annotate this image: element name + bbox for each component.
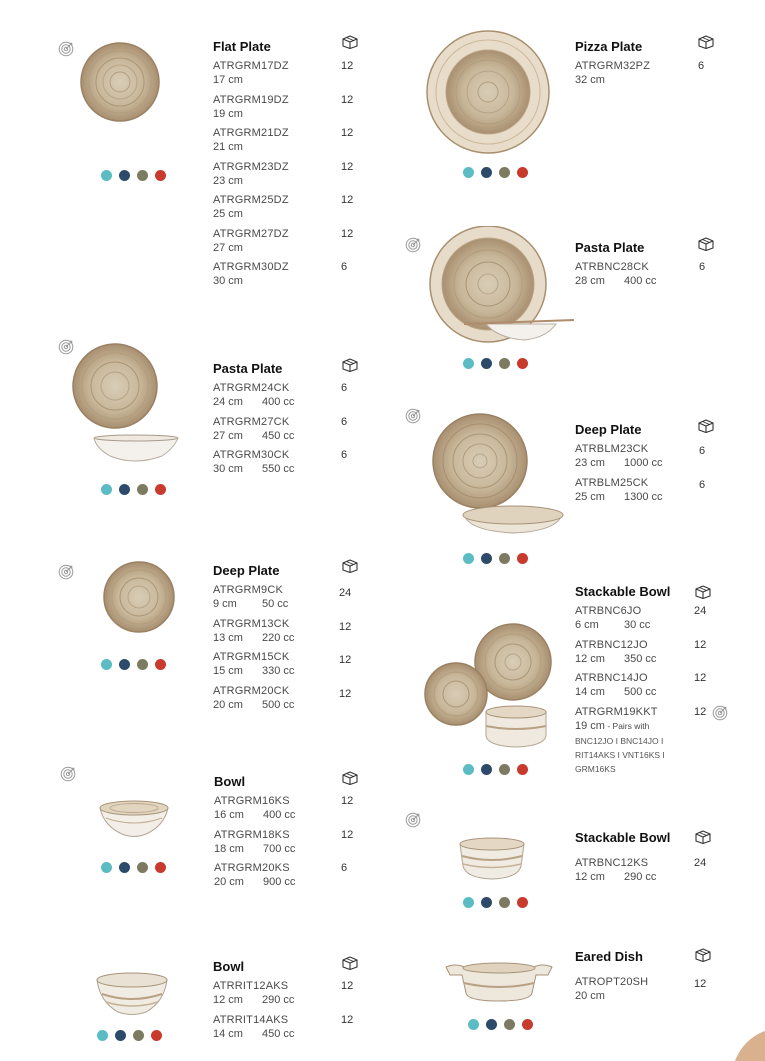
carton-box-icon: [697, 237, 715, 251]
swatch-navy: [119, 659, 130, 670]
corner-decoration: [720, 1020, 765, 1061]
swatch-olive: [137, 484, 148, 495]
box-quantity: 12: [341, 60, 354, 72]
product-code: ATRGRM32PZ: [575, 60, 651, 72]
carton-box-icon: [697, 419, 715, 433]
box-quantity: 24: [694, 605, 707, 617]
product-code: ATRGRM20CK: [213, 684, 290, 697]
color-swatches: [468, 1019, 533, 1030]
product-size: 23 cm: [213, 174, 243, 187]
product-code: ATRGRM24CK: [213, 382, 290, 394]
product-size: 27 cm: [213, 241, 243, 254]
product-size: 14 cm: [213, 1027, 243, 1040]
swatch-olive: [137, 659, 148, 670]
box-quantity: 12: [339, 687, 352, 700]
box-quantity: 24: [694, 857, 707, 869]
product-code: ATRBNC6JO: [575, 605, 642, 617]
product-size: 6 cm: [575, 619, 599, 631]
swatch-olive: [137, 170, 148, 181]
swatch-turquoise: [101, 862, 112, 873]
product-code: ATRGRM30DZ: [213, 261, 289, 273]
spiral-target-icon: [405, 812, 421, 828]
product-size: 28 cm: [575, 275, 605, 287]
product-size: 18 cm: [214, 842, 244, 855]
product-size: 20 cm: [575, 990, 605, 1002]
box-quantity: 6: [699, 445, 706, 457]
product-size: 23 cm: [575, 457, 605, 469]
deep-plate-image: [103, 561, 175, 633]
product-size: 30 cm: [213, 275, 243, 287]
swatch-olive: [499, 764, 510, 775]
swatch-turquoise: [468, 1019, 479, 1030]
box-quantity: 12: [341, 828, 354, 841]
swatch-turquoise: [97, 1030, 108, 1041]
box-quantity: 12: [694, 672, 707, 684]
carton-box-icon: [341, 771, 359, 785]
product-code: ATRGRM27DZ: [213, 227, 289, 240]
spiral-target-icon: [405, 237, 421, 253]
product-code: ATRBNC12JO: [575, 638, 648, 651]
product-size: 13 cm: [213, 631, 243, 644]
swatch-red: [517, 167, 528, 178]
swatch-navy: [481, 553, 492, 564]
product-code: ATRGRM16KS: [214, 795, 290, 807]
product-capacity: 50 cc: [262, 598, 289, 610]
product-size: 21 cm: [213, 141, 243, 153]
product-capacity: 290 cc: [624, 871, 657, 883]
spiral-target-icon: [405, 408, 421, 424]
box-quantity: 6: [341, 449, 348, 461]
swatch-turquoise: [463, 167, 474, 178]
box-quantity: 12: [339, 654, 352, 666]
product-code: ATRGRM19KKT: [575, 705, 658, 718]
carton-box-icon: [697, 35, 715, 49]
product-code: ATRRIT14AKS: [213, 1013, 289, 1026]
product-capacity: 400 cc: [262, 396, 295, 408]
product-capacity: 350 cc: [624, 652, 657, 665]
box-quantity: 6: [341, 415, 348, 428]
pasta-plate-image: [70, 340, 185, 465]
product-code: ATROPT20SH: [575, 976, 649, 988]
box-quantity: 12: [339, 620, 352, 633]
product-title: Pasta Plate: [575, 240, 645, 255]
product-capacity: 400 cc: [263, 809, 296, 821]
bowl-image: [98, 800, 170, 842]
swatch-navy: [481, 764, 492, 775]
product-title: Stackable Bowl: [575, 830, 671, 845]
swatch-navy: [115, 1030, 126, 1041]
product-capacity: 330 cc: [262, 665, 295, 677]
box-quantity: 12: [694, 638, 707, 651]
product-code: ATRGRM23DZ: [213, 160, 289, 173]
swatch-navy: [481, 167, 492, 178]
product-size: 12 cm: [213, 994, 243, 1006]
spiral-target-icon: [58, 564, 74, 580]
swatch-navy: [481, 358, 492, 369]
box-quantity: 12: [341, 227, 354, 240]
product-size: 27 cm: [213, 429, 243, 442]
pizza-plate-image: [426, 30, 550, 154]
product-size: 14 cm: [575, 686, 605, 698]
carton-box-icon: [341, 358, 359, 372]
swatch-red: [155, 862, 166, 873]
product-size: 15 cm: [213, 665, 243, 677]
product-code: ATRGRM21DZ: [213, 127, 289, 139]
product-size: 25 cm: [575, 490, 605, 503]
swatch-olive: [499, 358, 510, 369]
product-size-value: 19 cm: [575, 719, 605, 732]
product-code: ATRBNC12KS: [575, 857, 649, 869]
box-quantity: 12: [694, 978, 707, 990]
product-code: ATRGRM30CK: [213, 449, 290, 461]
box-quantity: 12: [341, 1013, 354, 1026]
swatch-turquoise: [101, 659, 112, 670]
swatch-navy: [481, 897, 492, 908]
product-code: ATRBLM23CK: [575, 443, 649, 455]
product-capacity: 700 cc: [263, 842, 296, 855]
box-quantity: 12: [341, 93, 354, 106]
color-swatches: [97, 1030, 162, 1041]
swatch-turquoise: [101, 484, 112, 495]
swatch-turquoise: [463, 897, 474, 908]
box-quantity: 12: [341, 795, 354, 807]
product-size: 16 cm: [214, 809, 244, 821]
carton-box-icon: [694, 830, 712, 844]
product-size: 32 cm: [575, 74, 605, 86]
carton-box-icon: [694, 585, 712, 599]
deep-plate-wide-image: [430, 413, 570, 537]
color-swatches: [463, 897, 528, 908]
product-size: 12 cm: [575, 871, 605, 883]
color-swatches: [463, 553, 528, 564]
box-quantity: 6: [699, 261, 706, 273]
swatch-olive: [499, 897, 510, 908]
product-capacity: 450 cc: [262, 429, 295, 442]
product-title: Bowl: [213, 959, 245, 974]
swatch-turquoise: [463, 553, 474, 564]
carton-box-icon: [694, 948, 712, 962]
swatch-olive: [137, 862, 148, 873]
stackable-bowl-small-image: [458, 836, 526, 882]
swatch-red: [151, 1030, 162, 1041]
product-title: Pasta Plate: [213, 361, 283, 376]
swatch-turquoise: [463, 764, 474, 775]
swatch-red: [517, 897, 528, 908]
product-size: 9 cm: [213, 598, 237, 610]
color-swatches: [101, 484, 166, 495]
box-quantity: 12: [341, 160, 354, 173]
swatch-red: [517, 764, 528, 775]
product-code: ATRBLM25CK: [575, 476, 649, 489]
box-quantity: 6: [341, 261, 348, 273]
spiral-target-icon: [60, 766, 76, 782]
swatch-olive: [504, 1019, 515, 1030]
color-swatches: [101, 170, 166, 181]
box-quantity: 6: [698, 60, 705, 72]
product-capacity: 450 cc: [262, 1027, 295, 1040]
swatch-olive: [499, 167, 510, 178]
swatch-olive: [133, 1030, 144, 1041]
product-capacity: 500 cc: [624, 686, 657, 698]
swatch-navy: [119, 484, 130, 495]
box-quantity: 6: [341, 862, 348, 874]
product-size: 24 cm: [213, 396, 243, 408]
product-code: ATRBNC14JO: [575, 672, 648, 684]
color-swatches: [101, 659, 166, 670]
color-swatches: [463, 358, 528, 369]
box-quantity: 24: [339, 587, 352, 599]
swatch-red: [155, 170, 166, 181]
product-code: ATRRIT12AKS: [213, 980, 289, 992]
box-quantity: 12: [694, 705, 707, 718]
box-quantity: 12: [341, 980, 354, 992]
product-code: ATRGRM15CK: [213, 651, 290, 663]
swatch-red: [155, 484, 166, 495]
product-code: ATRGRM25DZ: [213, 194, 289, 206]
box-quantity: 12: [341, 127, 354, 139]
product-capacity: 1000 cc: [624, 457, 663, 469]
flat-plate-image: [80, 42, 160, 122]
carton-box-icon: [341, 559, 359, 573]
product-code: ATRBNC28CK: [575, 261, 649, 273]
spiral-target-icon: [712, 705, 728, 721]
carton-box-icon: [341, 956, 359, 970]
product-size: 30 cm: [213, 463, 243, 475]
product-size: 25 cm: [213, 208, 243, 220]
product-title: Deep Plate: [213, 563, 280, 578]
product-code: ATRGRM9CK: [213, 584, 284, 596]
product-title: Deep Plate: [575, 422, 642, 437]
product-title: Flat Plate: [213, 39, 271, 54]
product-code: ATRGRM20KS: [214, 862, 290, 874]
product-title: Stackable Bowl: [575, 584, 671, 599]
box-quantity: 6: [341, 382, 348, 394]
stackable-bowl-image: [424, 620, 554, 752]
carton-box-icon: [341, 35, 359, 49]
swatch-olive: [499, 553, 510, 564]
swatch-red: [522, 1019, 533, 1030]
swatch-red: [517, 553, 528, 564]
product-size: 19 cm: [213, 107, 243, 120]
box-quantity: 6: [699, 478, 706, 491]
product-title: Eared Dish: [575, 949, 643, 964]
swatch-navy: [119, 862, 130, 873]
swatch-red: [517, 358, 528, 369]
product-size: 12 cm: [575, 652, 605, 665]
product-title: Bowl: [214, 774, 246, 789]
pairs-with-label: - Pairs with: [604, 720, 650, 731]
swatch-red: [155, 659, 166, 670]
product-capacity: 900 cc: [263, 876, 296, 888]
pairs-with-note: BNC12JO I BNC14JO I RIT14AKS I VNT16KS I GRM16KS: [575, 735, 665, 774]
product-code: ATRGRM13CK: [213, 617, 290, 630]
product-capacity: 290 cc: [262, 994, 295, 1006]
product-size: 20 cm: [213, 698, 243, 711]
product-capacity: 220 cc: [262, 631, 295, 644]
swatch-turquoise: [101, 170, 112, 181]
product-code: ATRGRM19DZ: [213, 93, 289, 106]
swatch-turquoise: [463, 358, 474, 369]
swatch-navy: [119, 170, 130, 181]
pasta-plate-wide-image: [428, 226, 578, 346]
color-swatches: [463, 764, 528, 775]
product-capacity: 550 cc: [262, 463, 295, 475]
spiral-target-icon: [58, 41, 74, 57]
color-swatches: [101, 862, 166, 873]
swatch-navy: [486, 1019, 497, 1030]
product-size: 20 cm: [214, 876, 244, 888]
product-capacity: 1300 cc: [624, 490, 663, 503]
product-capacity: 30 cc: [624, 619, 651, 631]
color-swatches: [463, 167, 528, 178]
product-size: 17 cm: [213, 74, 243, 86]
product-code: ATRGRM17DZ: [213, 60, 289, 72]
product-size: [575, 720, 649, 732]
product-code: ATRGRM18KS: [214, 828, 290, 841]
product-title: Pizza Plate: [575, 39, 643, 54]
product-capacity: 500 cc: [262, 698, 295, 711]
product-capacity: 400 cc: [624, 275, 657, 287]
eared-dish-image: [444, 955, 554, 1005]
product-code: ATRGRM27CK: [213, 415, 290, 428]
box-quantity: 12: [341, 194, 354, 206]
deep-bowl-image: [94, 972, 170, 1018]
